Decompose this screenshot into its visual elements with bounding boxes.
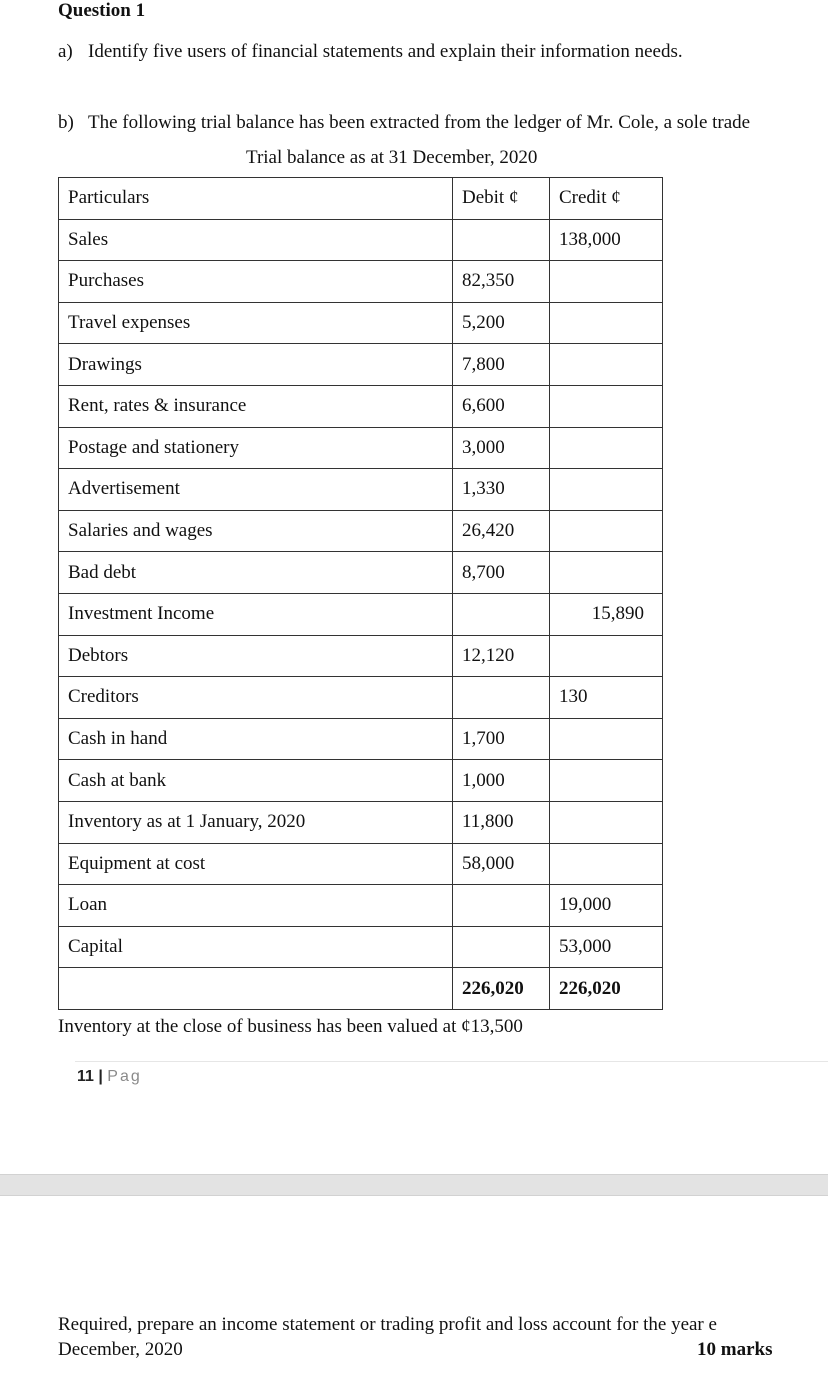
cell-particulars: Salaries and wages xyxy=(59,510,453,552)
cell-credit xyxy=(550,385,663,427)
page-number-value: 11 xyxy=(77,1068,94,1085)
cell-credit xyxy=(550,427,663,469)
total-credit: 226,020 xyxy=(550,968,663,1010)
inventory-note: Inventory at the close of business has been valued at ¢13,500 xyxy=(58,1016,523,1037)
cell-debit xyxy=(453,885,550,927)
table-row xyxy=(59,344,663,386)
cell-debit xyxy=(453,677,550,719)
cell-credit: 138,000 xyxy=(550,219,663,261)
table-row xyxy=(59,760,663,802)
page-number-separator: | xyxy=(93,1068,108,1085)
table-row xyxy=(59,219,663,261)
cell-debit xyxy=(453,593,550,635)
header-particulars: Particulars xyxy=(59,178,453,220)
cell-credit: 19,000 xyxy=(550,885,663,927)
cell-particulars: Purchases xyxy=(59,261,453,303)
cell-debit: 58,000 xyxy=(453,843,550,885)
table-row xyxy=(59,926,663,968)
table-row xyxy=(59,885,663,927)
cell-debit: 1,330 xyxy=(453,469,550,511)
table-row xyxy=(59,510,663,552)
cell-credit xyxy=(550,552,663,594)
part-a-label: a) xyxy=(58,41,73,62)
cell-particulars: Loan xyxy=(59,885,453,927)
cell-credit xyxy=(550,760,663,802)
cell-particulars: Advertisement xyxy=(59,469,453,511)
cell-credit xyxy=(550,635,663,677)
table-row xyxy=(59,801,663,843)
cell-particulars: Travel expenses xyxy=(59,302,453,344)
header-debit: Debit ¢ xyxy=(453,178,550,220)
cell-credit xyxy=(550,344,663,386)
table-row xyxy=(59,469,663,511)
required-instruction-continued: December, 2020 xyxy=(58,1339,183,1360)
cell-debit: 3,000 xyxy=(453,427,550,469)
table-row xyxy=(59,385,663,427)
cell-particulars: Equipment at cost xyxy=(59,843,453,885)
cell-credit xyxy=(550,261,663,303)
table-row xyxy=(59,261,663,303)
question-title: Question 1 xyxy=(58,0,146,21)
trial-balance-table xyxy=(58,177,663,1010)
cell-debit: 11,800 xyxy=(453,801,550,843)
cell-credit xyxy=(550,302,663,344)
cell-particulars: Capital xyxy=(59,926,453,968)
total-row xyxy=(59,968,663,1010)
table-row xyxy=(59,718,663,760)
cell-debit: 8,700 xyxy=(453,552,550,594)
page-separator xyxy=(0,1174,828,1196)
cell-particulars: Sales xyxy=(59,219,453,261)
cell-debit: 6,600 xyxy=(453,385,550,427)
question-part-b xyxy=(58,112,828,134)
part-a-text: Identify five users of financial statements and explain their information needs. xyxy=(88,41,683,62)
cell-particulars: Rent, rates & insurance xyxy=(59,385,453,427)
cell-particulars: Cash in hand xyxy=(59,718,453,760)
table-row xyxy=(59,635,663,677)
cell-credit: 15,890 xyxy=(550,593,663,635)
part-b-text: The following trial balance has been extracted from the ledger of Mr. Cole, a sole trade xyxy=(88,112,751,133)
cell-particulars: Creditors xyxy=(59,677,453,719)
cell-debit: 1,700 xyxy=(453,718,550,760)
cell-debit: 1,000 xyxy=(453,760,550,802)
marks-label: 10 marks xyxy=(697,1339,773,1360)
cell-credit xyxy=(550,843,663,885)
table-row xyxy=(59,427,663,469)
cell-credit xyxy=(550,718,663,760)
table-row xyxy=(59,843,663,885)
table-row xyxy=(59,593,663,635)
cell-debit: 26,420 xyxy=(453,510,550,552)
page-label: Pag xyxy=(107,1068,142,1085)
header-credit: Credit ¢ xyxy=(550,178,663,220)
trial-balance-caption: Trial balance as at 31 December, 2020 xyxy=(246,147,538,168)
cell-particulars: Inventory as at 1 January, 2020 xyxy=(59,801,453,843)
cell-credit: 130 xyxy=(550,677,663,719)
cell-debit: 5,200 xyxy=(453,302,550,344)
cell-debit: 7,800 xyxy=(453,344,550,386)
total-debit: 226,020 xyxy=(453,968,550,1010)
cell-credit xyxy=(550,469,663,511)
footer-divider xyxy=(75,1061,828,1062)
cell-debit xyxy=(453,219,550,261)
table-row xyxy=(59,302,663,344)
part-b-label: b) xyxy=(58,112,74,133)
cell-particulars: Postage and stationery xyxy=(59,427,453,469)
cell-debit: 12,120 xyxy=(453,635,550,677)
cell-particulars: Bad debt xyxy=(59,552,453,594)
cell-particulars: Drawings xyxy=(59,344,453,386)
cell-particulars: Debtors xyxy=(59,635,453,677)
question-part-a xyxy=(58,41,683,63)
cell-debit: 82,350 xyxy=(453,261,550,303)
cell-particulars: Investment Income xyxy=(59,593,453,635)
table-row xyxy=(59,677,663,719)
total-particulars xyxy=(59,968,453,1010)
cell-credit: 53,000 xyxy=(550,926,663,968)
cell-credit xyxy=(550,801,663,843)
table-header-row xyxy=(59,178,663,220)
cell-particulars: Cash at bank xyxy=(59,760,453,802)
page-number xyxy=(77,1068,142,1086)
required-instruction: Required, prepare an income statement or trading profit and loss account for the year e xyxy=(58,1314,717,1335)
cell-credit xyxy=(550,510,663,552)
table-row xyxy=(59,552,663,594)
cell-debit xyxy=(453,926,550,968)
